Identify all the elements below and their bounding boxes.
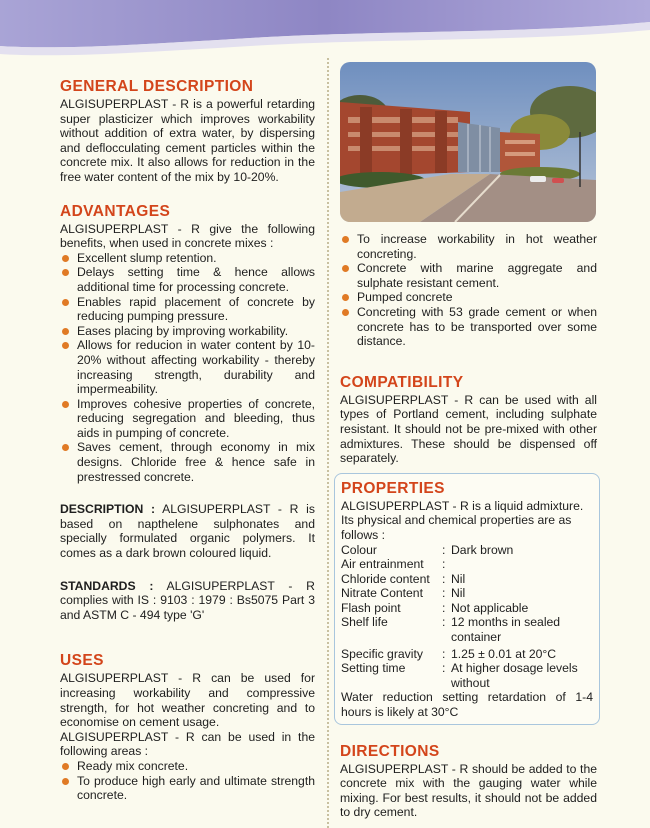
description-label: DESCRIPTION :	[60, 502, 156, 517]
bullet-icon	[342, 294, 349, 301]
advantages-list	[60, 251, 315, 485]
compatibility-text: ALGISUPERPLAST - R can be used with all types of Portland cement, including sulphate resistant. It should not be pre-mixed with other admixtures. These should be dispensed off separately.	[340, 392, 597, 466]
properties-intro: ALGISUPERPLAST - R is a liquid admixture. Its physical and chemical properties are as follows :	[341, 498, 584, 542]
list-item: Allows for reducion in water content by 10-20% without affecting workability - thereby increasing strength, durability and impermeability.	[60, 338, 315, 396]
list-item: Ready mix concrete.	[60, 759, 315, 774]
directions-heading: DIRECTIONS	[340, 742, 440, 760]
properties-table	[341, 543, 593, 691]
bullet-icon	[342, 236, 349, 243]
building-image	[340, 62, 596, 222]
column-divider	[327, 58, 329, 828]
bullet-icon	[62, 328, 69, 335]
list-item: Delays setting time & hence allows additional time for processing concrete.	[60, 265, 315, 294]
list-item: To increase workability in hot weather concreting.	[340, 232, 597, 261]
advantages-heading: ADVANTAGES	[60, 202, 171, 220]
list-item: Concreting with 53 grade cement or when concrete has to be transported over some distance.	[340, 305, 597, 349]
bullet-icon	[62, 763, 69, 770]
bullet-icon	[62, 778, 69, 785]
standards-paragraph	[60, 579, 315, 623]
table-row: Shelf life : 12 months in sealed container	[341, 615, 561, 645]
table-row: Nitrate Content : Nil	[341, 586, 466, 601]
uses-heading: USES	[60, 652, 104, 670]
bullet-icon	[62, 342, 69, 349]
standards-text: ALGISUPERPLAST - R complies with IS : 9103 : 1979 : Bs5075 Part 3 and ASTM C - 494 type 'G'	[60, 578, 315, 622]
description-text: ALGISUPERPLAST - R is based on napthelene sulphonates and specially formulated organic polymers. It comes as a dark brown coloured liquid.	[60, 502, 315, 561]
list-item: Eases placing by improving workability.	[60, 324, 315, 339]
list-item: Improves cohesive properties of concrete, reducing segregation and bleeding, thus aids in pumping of concrete.	[60, 397, 315, 441]
table-row: Specific gravity : 1.25 ± 0.01 at 20°C	[341, 646, 557, 661]
bullet-icon	[62, 444, 69, 451]
left-column	[60, 78, 315, 803]
table-row: Air entrainment :	[341, 557, 446, 572]
building-photo	[340, 62, 596, 222]
general-description-text: ALGISUPERPLAST - R is a powerful retarding super plasticizer which improves workability without addition of extra water, by dispersing and deflocculating cement particles within the concrete mix. It also allows for reduction in the free water content of the mix by 10-20%.	[60, 97, 315, 184]
uses-text-2: ALGISUPERPLAST - R can be used in the following areas :	[60, 729, 315, 759]
bullet-icon	[62, 269, 69, 276]
properties-heading: PROPERTIES	[341, 479, 445, 497]
compatibility-heading: COMPATIBILITY	[340, 373, 464, 391]
properties-footer: Water reduction setting retardation of 1-4 hours is likely at 30°C	[341, 690, 593, 720]
right-column	[340, 62, 597, 820]
description-paragraph	[60, 502, 315, 560]
list-item: Excellent slump retention.	[60, 251, 315, 266]
advantages-intro: ALGISUPERPLAST - R give the following benefits, when used in concrete mixes :	[60, 221, 315, 251]
table-row: Setting time : At higher dosage levels without	[341, 661, 578, 690]
bullet-icon	[62, 401, 69, 408]
bullet-icon	[342, 309, 349, 316]
table-row: Flash point : Not applicable	[341, 600, 529, 615]
uses-list-left	[60, 759, 315, 803]
table-row: Colour : Dark brown	[341, 542, 514, 557]
uses-list-right	[340, 232, 597, 349]
directions-text: ALGISUPERPLAST - R should be added to the concrete mix with the gauging water while mixing. For best results, it should not be added to dry cement.	[340, 761, 597, 820]
list-item: Pumped concrete	[340, 290, 597, 305]
uses-text-1: ALGISUPERPLAST - R can be used for increasing workability and compressive strength, for hot weather concreting and to economise on cement usage.	[60, 671, 315, 730]
list-item: Saves cement, through economy in mix designs. Chloride free & hence safe in prestressed concrete.	[60, 440, 315, 484]
properties-box	[334, 473, 600, 725]
list-item: Enables rapid placement of concrete by reducing pumping pressure.	[60, 295, 315, 324]
list-item: To produce high early and ultimate strength concrete.	[60, 774, 315, 803]
general-description-heading: GENERAL DESCRIPTION	[60, 78, 254, 95]
table-row: Chloride content : Nil	[341, 571, 466, 586]
bullet-icon	[62, 255, 69, 262]
list-item: Concrete with marine aggregate and sulphate resistant cement.	[340, 261, 597, 290]
bullet-icon	[342, 265, 349, 272]
bullet-icon	[62, 299, 69, 306]
header-wave-band	[0, 0, 650, 60]
standards-label: STANDARDS :	[60, 578, 154, 593]
